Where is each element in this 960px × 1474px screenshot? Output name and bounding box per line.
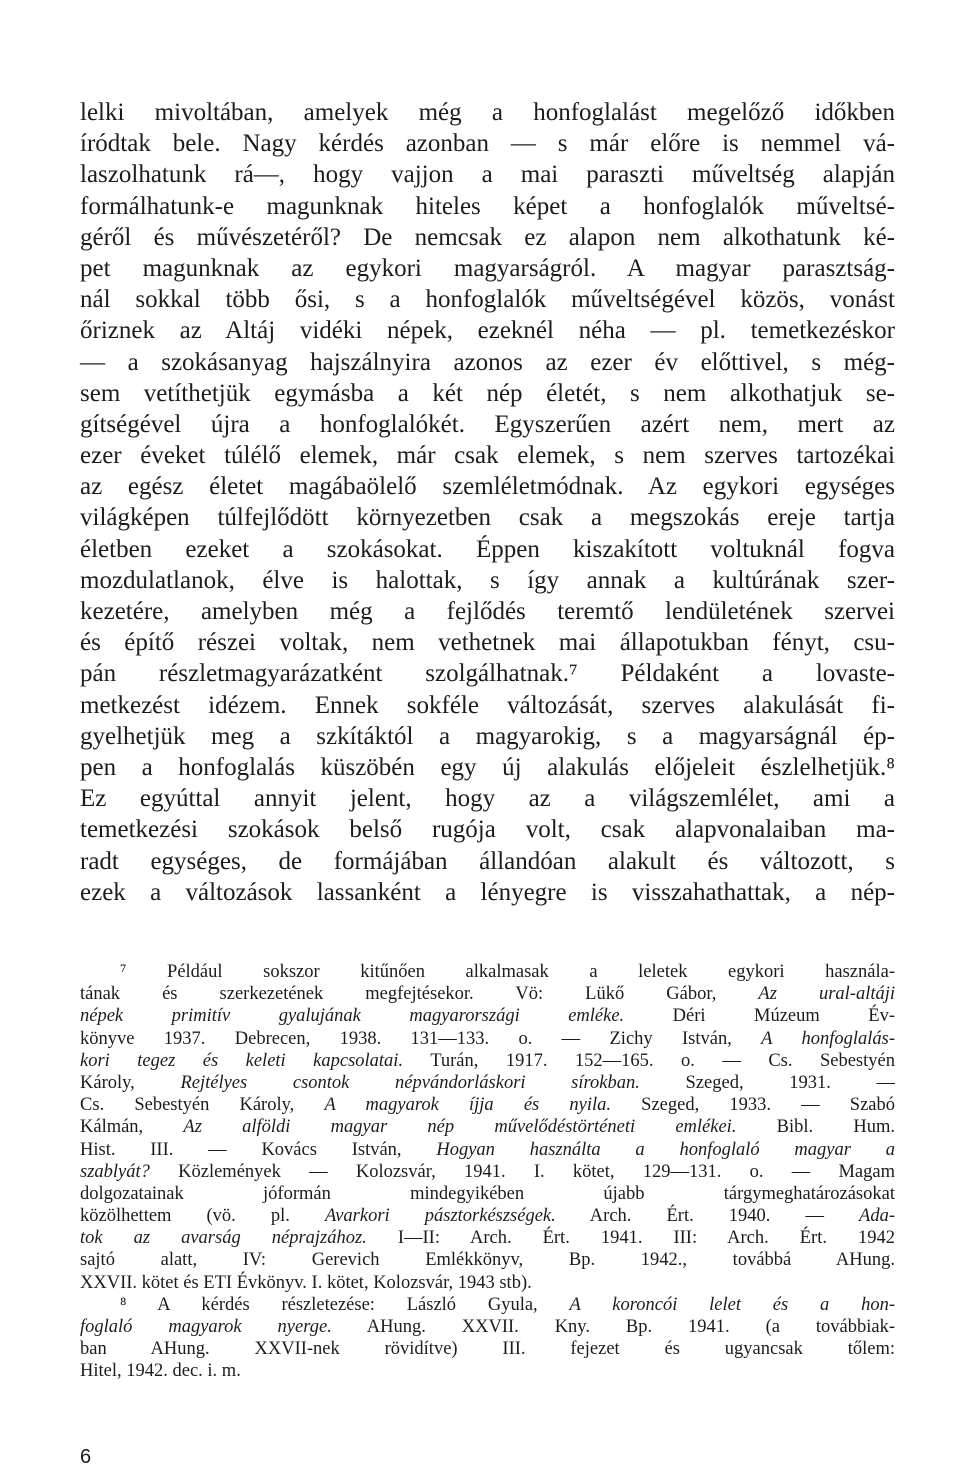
footnote-text: I—II: Arch. Ért. 1941. III: Arch. Ért. 1942 [366, 1228, 895, 1249]
footnote-title-text: A honfoglalás- [761, 1028, 895, 1049]
footnote-title-text: Hogyan használta a honfoglaló magyar a [436, 1139, 895, 1160]
body-line: világképen túlfejlődött környezetben csak a megszokás ereje tartja [80, 504, 895, 532]
body-line: lelki mivoltában, amelyek még a honfoglalást megelőző időkben [80, 99, 895, 126]
footnote-text: AHung. XXVII. Kny. Bp. 1941. (a továbbiak- [331, 1317, 895, 1337]
body-line: ezer éveket túlélő elemek, már csak elemek, s nem szerves tartozékai [80, 442, 895, 470]
body-line: — a szokásanyag hajszálnyira azonos az ezer év előttivel, s még- [80, 348, 895, 376]
body-line: kezetére, amelyben még a fejlődés teremtő lendületének szervei [80, 598, 895, 625]
footnote-text: Bibl. Hum. [736, 1117, 896, 1138]
footnote-title-text: tok az avarság néprajzához. [80, 1228, 367, 1249]
footnote-text: Szeged, 1933. — Szabó [611, 1095, 895, 1116]
footnote-line [80, 1072, 895, 1094]
footnote-title-text: népek primitív gyalujának magyarországi emléke. [80, 1006, 625, 1027]
footnote-line [80, 1139, 895, 1161]
footnote-title-text: Ada- [859, 1206, 895, 1227]
footnote-text: Hist. III. — Kovács István, [80, 1139, 437, 1160]
footnote-title-text: Az alföldi magyar nép művelődéstörténeti emlékei. [183, 1117, 737, 1138]
footnote-line [80, 983, 895, 1005]
footnote-text: Turán, 1917. 152—165. o. — Cs. Sebestyén [403, 1050, 895, 1071]
footnote-text: ⁸ A kérdés részletezése: László Gyula, [120, 1294, 570, 1315]
footnote-line [80, 1338, 895, 1360]
body-line: pen a honfoglalás küszöbén egy új alakulás előjeleit észlelhetjük.⁸ [80, 753, 895, 781]
footnote-title-text: foglaló magyarok nyerge. [80, 1317, 332, 1337]
footnote-text: XXVII. kötet és ETI Évkönyv. I. kötet, Kolozsvár, 1943 stb). [80, 1272, 532, 1293]
body-line: életben ezeket a szokásokat. Éppen kiszakított voltuknál fogva [80, 535, 895, 563]
footnote-title-text: Rejtélyes csontok népvándorláskori sírokban. [180, 1072, 640, 1093]
body-line: pet magunknak az egykori magyarságról. A magyar parasztság- [80, 254, 895, 282]
footnote-line [80, 1094, 895, 1116]
body-line: íródtak bele. Nagy kérdés azonban — s már előre is nemmel vá- [80, 130, 895, 158]
body-line: temetkezési szokások belső rugója volt, csak alapvonalaiban ma- [80, 816, 895, 844]
footnote-line [80, 1249, 895, 1271]
footnote-line [80, 1005, 895, 1027]
footnote-title-text: szablyát? [80, 1161, 150, 1182]
page-number: 6 [80, 1446, 92, 1468]
footnote-text: Károly, [80, 1072, 181, 1093]
body-line: radt egységes, de formájában állandóan alakult és változott, s [80, 847, 895, 875]
footnote-text: Cs. Sebestyén Károly, [80, 1095, 325, 1116]
footnote-text: Hitel, 1942. dec. i. m. [80, 1361, 241, 1382]
footnote-line [80, 1316, 895, 1338]
body-line: sem vetíthetjük egymásba a két nép életét, s nem alkothatjuk se- [80, 379, 895, 407]
footnote-title-text: kori tegez és keleti kapcsolatai. [80, 1050, 404, 1071]
body-line: Ez egyúttal annyit jelent, hogy az a világszemlélet, ami a [80, 785, 895, 813]
footnote-line [80, 1183, 895, 1205]
footnote-line [80, 1028, 895, 1050]
footnote-title-text: Az ural-altáji [758, 984, 895, 1005]
footnote-line [80, 1161, 895, 1183]
body-line: pán részletmagyarázatként szolgálhatnak.⁷ Példaként a lovaste- [80, 660, 895, 688]
body-line: és építő részei voltak, nem vethetnek mai állapotukban fényt, csu- [80, 629, 895, 657]
footnote-line [80, 1227, 895, 1249]
body-line: ezek a változások lassanként a lényegre is visszahathattak, a nép- [80, 878, 895, 906]
footnote-text: Kálmán, [80, 1117, 184, 1138]
body-line: géről és művészetéről? De nemcsak ez alapon nem alkothatunk ké- [80, 223, 895, 251]
footnote-text: ban AHung. XXVII-nek rövidítve) III. fejezet és ugyancsak tőlem: [80, 1339, 895, 1360]
body-line: nál sokkal több ősi, s a honfoglalók műveltségével közös, vonást [80, 286, 895, 314]
main-body-text [80, 97, 895, 908]
footnote-text: Arch. Ért. 1940. — [555, 1206, 860, 1227]
body-line: mozdulatlanok, élve is halottak, s így annak a kultúrának szer- [80, 566, 895, 594]
footnote-text: dolgozatainak jóformán mindegyikében újabb tárgymeghatározásokat [80, 1183, 895, 1204]
body-line: őriznek az Altáj vidéki népek, ezeknél néha — pl. temetkezéskor [80, 317, 895, 345]
footnote-text: Szeged, 1931. — [639, 1072, 895, 1093]
footnote-line [80, 1294, 895, 1316]
body-line: gítségével újra a honfoglalókét. Egyszerűen azért nem, mert az [80, 410, 895, 438]
footnote-title-text: Avarkori pásztorkészségek. [324, 1206, 556, 1227]
footnote-line [80, 1050, 895, 1072]
footnote-line [80, 1272, 895, 1294]
footnote-text: könyve 1937. Debrecen, 1938. 131—133. o. — Zichy István, [80, 1028, 762, 1049]
footnote-text: Déri Múzeum Év- [624, 1006, 895, 1027]
footnote-line [80, 1360, 895, 1382]
footnote-text: közölhettem (vö. pl. [80, 1206, 325, 1227]
footnote-line [80, 961, 895, 983]
body-line: gyelhetjük meg a szkítáktól a magyarokig, s a magyarságnál ép- [80, 722, 895, 750]
footnote-line [80, 1116, 895, 1138]
footnote-text: tának és szerkezetének megfejtésekor. Vö: Lükő Gábor, [80, 984, 759, 1005]
footnote-text: ⁷ Például sokszor kitűnően alkalmasak a leletek egykori használa- [120, 962, 895, 982]
body-line: az egész életet magábaölelő szemléletmódnak. Az egykori egységes [80, 473, 895, 501]
footnote-title-text: A koroncói lelet és a hon- [569, 1294, 895, 1315]
footnotes [80, 961, 895, 1383]
body-line: metkezést idézem. Ennek sokféle változását, szerves alakulását fi- [80, 691, 895, 719]
footnote-text: Közlemények — Kolozsvár, 1941. I. kötet, 129—131. o. — Magam [149, 1161, 895, 1182]
body-line: formálhatunk-e magunknak hiteles képet a honfoglalók műveltsé- [80, 192, 895, 220]
footnote-line [80, 1205, 895, 1227]
body-line: laszolhatunk rá—, hogy vajjon a mai paraszti műveltség alapján [80, 161, 895, 189]
footnote-text: sajtó alatt, IV: Gerevich Emlékkönyv, Bp. 1942., továbbá AHung. [80, 1250, 895, 1271]
footnote-title-text: A magyarok íjja és nyila. [324, 1095, 611, 1116]
